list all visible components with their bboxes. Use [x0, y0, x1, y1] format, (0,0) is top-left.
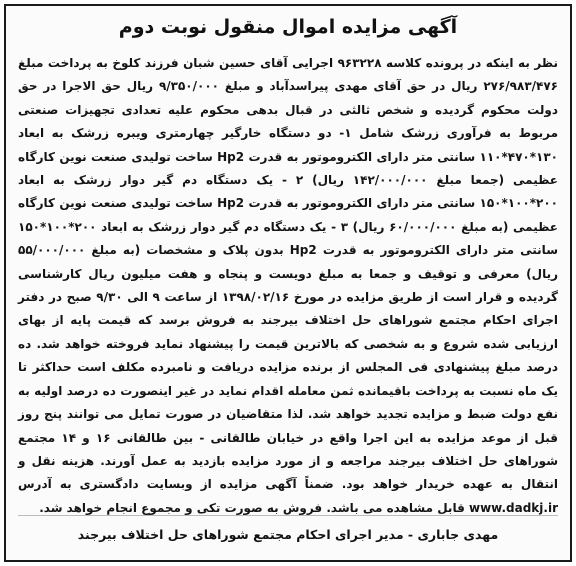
notice-title: آگهی مزایده اموال منقول نوبت دوم [118, 16, 458, 38]
notice-body: نظر به اینکه در پرونده کلاسه ۹۶۳۲۲۸ اجرایی آقای حسین شبان فرزند کلوخ به پرداخت مبلغ ۲۷۶/۹۸۳/۴۷۶ ریال در حق آقای مهدی پیراسدآباد و مبلغ ۹/۳۵۰/۰۰۰ ریال حق الاجرا در حق دولت محکوم گردیده و شخص ثالثی در قبال بدهی محکوم علیه تعدادی تجهیزات صنعتی مربوط به فرآوری زرشک شامل ۱- دو دستگاه خارگیر چهارمتری ویبره زرشک به ابعاد ۱۳۰*۴۷۰*۱۱۰ سانتی متر دارای الکتروموتور به قدرت Hp2 ساخت تولیدی صنعت نوین کارگاه عظیمی (جمعا مبلغ ۱۴۲/۰۰۰/۰۰۰ ریال) ۲ - یک دستگاه دم گیر دوار زرشک به ابعاد ۲۰۰*۱۰۰*۱۵۰ سانتی متر دارای الکتروموتور به قدرت Hp2 ساخت تولیدی صنعت نوین کارگاه عظیمی (به مبلغ ۶۰/۰۰۰/۰۰۰ ریال) ۳ - یک دستگاه دم گیر دوار زرشک به ابعاد ۲۰۰*۱۰۰*۱۵۰ سانتی متر دارای الکتروموتور به قدرت Hp2 بدون پلاک و مشخصات (به مبلغ ۵۵/۰۰۰/۰۰۰ ریال) معرفی و توقیف و جمعا به مبلغ دویست و پنجاه و هفت میلیون ریال کارشناسی گردیده و قرار است از طریق مزایده در مورخ ۱۳۹۸/۰۲/۱۶ از ساعت ۹ الی ۹/۳۰ صبح در دفتر اجرای احکام مجتمع شوراهای حل اختلاف بیرجند به فروش برسد که قیمت پایه از بهای ارزیابی شده شروع و به شخصی که بالاترین قیمت را پیشنهاد نماید فروخته خواهد شد. ده درصد مبلغ پیشنهادی فی المجلس از برنده مزایده دریافت و نامبرده مکلف است حداکثر تا یک ماه نسبت به پرداخت باقیمانده ثمن معامله اقدام نماید در غیر اینصورت ده درصد اولیه به نفع دولت ضبط و مزایده تجدید خواهد شد. لذا متقاضیان در صورت تمایل می توانند پنج روز قبل از موعد مزایده به این اجرا واقع در خیابان طالقانی - بین طالقانی ۱۶ و ۱۴ مجتمع شوراهای حل اختلاف بیرجند مراجعه و از مورد مزایده بازدید به عمل آورند. هزینه نقل و انتقال به عهده خریدار خواهد بود. ضمناً آگهی مزایده از وبسایت دادگستری به آدرس www.dadkj.ir قابل مشاهده می باشد. فروش به صورت تکی و مجموع انجام خواهد شد. [18, 56, 559, 515]
footer-divider [18, 515, 558, 516]
notice-frame [4, 4, 572, 562]
notice-signature: مهدی جاباری - مدیر اجرای احکام مجتمع شوراهای حل اختلاف بیرجند [77, 527, 499, 542]
